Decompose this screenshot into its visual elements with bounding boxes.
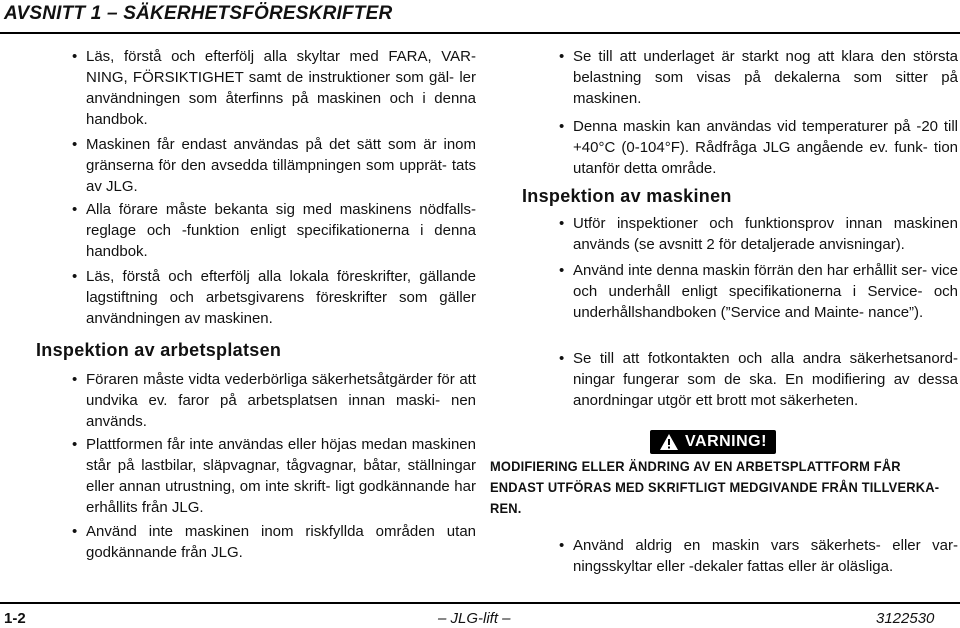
warning-label: VARNING! xyxy=(685,433,767,450)
warning-text: MODIFIERING ELLER ÄNDRING AV EN ARBETSPLATTFORM FÅR ENDAST UTFÖRAS MED SKRIFTLIGT MEDGIVANDE FRÅN TILLVERKA- REN. xyxy=(490,458,940,516)
bullet-icon: • xyxy=(559,350,565,367)
section-heading-worksite: Inspektion av arbetsplatsen xyxy=(36,340,282,360)
bullet-icon: • xyxy=(72,136,78,153)
section-header xyxy=(0,0,960,34)
bullet-icon: • xyxy=(559,48,565,65)
list-item: • Läs, förstå och efterfölj alla lokala föreskrifter, gällande lagstiftning och arbetsgivarens föreskrifter som gäller användningen av maskinen. xyxy=(72,268,476,327)
list-item: • Utför inspektioner och funktionsprov innan maskinen används (se avsnitt 2 för detaljerade anvisningar). xyxy=(559,215,958,253)
list-item: • Använd aldrig en maskin vars säkerhets- eller var- ningsskyltar eller -dekaler fattas eller är oläsliga. xyxy=(559,537,958,575)
list-item: • Använd inte denna maskin förrän den har erhållit ser- vice och underhåll enligt specifikationerna i Service- och underhållshandboken (”Service and Mainte- nance”). xyxy=(559,262,958,321)
section-heading-machine: Inspektion av maskinen xyxy=(522,186,732,206)
page-number: 1-2 xyxy=(4,610,26,627)
list-item: • Se till att underlaget är starkt nog att klara den största belastning som visas på dekalerna som sitter på maskinen. xyxy=(559,48,958,107)
bullet-icon: • xyxy=(72,523,78,540)
bullet-icon: • xyxy=(559,537,565,554)
list-item: • Denna maskin kan användas vid temperaturer på -20 till +40°C (0-104°F). Rådfråga JLG angående ev. funk- tion utanför detta område. xyxy=(559,118,958,177)
bullet-icon: • xyxy=(72,201,78,218)
bullet-icon: • xyxy=(72,268,78,285)
bullet-icon: • xyxy=(72,371,78,388)
bullet-icon: • xyxy=(72,436,78,453)
list-item: • Se till att fotkontakten och alla andra säkerhetsanord- ningar fungerar som de ska. En modifiering av dessa anordningar utgör ett brott mot säkerheten. xyxy=(559,350,958,409)
list-item: • Maskinen får endast användas på det sätt som är inom gränserna för den avsedda tillämpningen som upprät- tats av JLG. xyxy=(72,136,476,195)
section-title: AVSNITT 1 – SÄKERHETSFÖRESKRIFTER xyxy=(4,3,393,24)
list-item: • Föraren måste vidta vederbörliga säkerhetsåtgärder för att undvika ev. faror på arbetsplatsen innan maski- nen används. xyxy=(72,371,476,430)
bullet-icon: • xyxy=(559,215,565,232)
warning-badge xyxy=(650,430,776,454)
list-item: • Plattformen får inte användas eller höjas medan maskinen står på lastbilar, släpvagnar, tågvagnar, båtar, ställningar eller annan utrustning, om inte skrift- ligt godkännande har erhållits från JLG. xyxy=(72,436,476,516)
warning-triangle-icon xyxy=(659,433,679,451)
document-number: 3122530 xyxy=(876,610,935,627)
list-item: • Använd inte maskinen inom riskfyllda områden utan godkännande från JLG. xyxy=(72,523,476,561)
footer-brand: – JLG-lift – xyxy=(438,610,511,627)
list-item: • Alla förare måste bekanta sig med maskinens nödfalls- reglage och -funktion enligt specifikationerna i denna handbok. xyxy=(72,201,476,260)
bullet-icon: • xyxy=(559,118,565,135)
bullet-icon: • xyxy=(72,48,78,65)
footer-divider xyxy=(0,602,960,604)
bullet-icon: • xyxy=(559,262,565,279)
list-item: • Läs, förstå och efterfölj alla skyltar med FARA, VAR- NING, FÖRSIKTIGHET samt de instruktioner som gäl- ler användningen som återfinns på maskinen och i denna handbok. xyxy=(72,48,476,128)
